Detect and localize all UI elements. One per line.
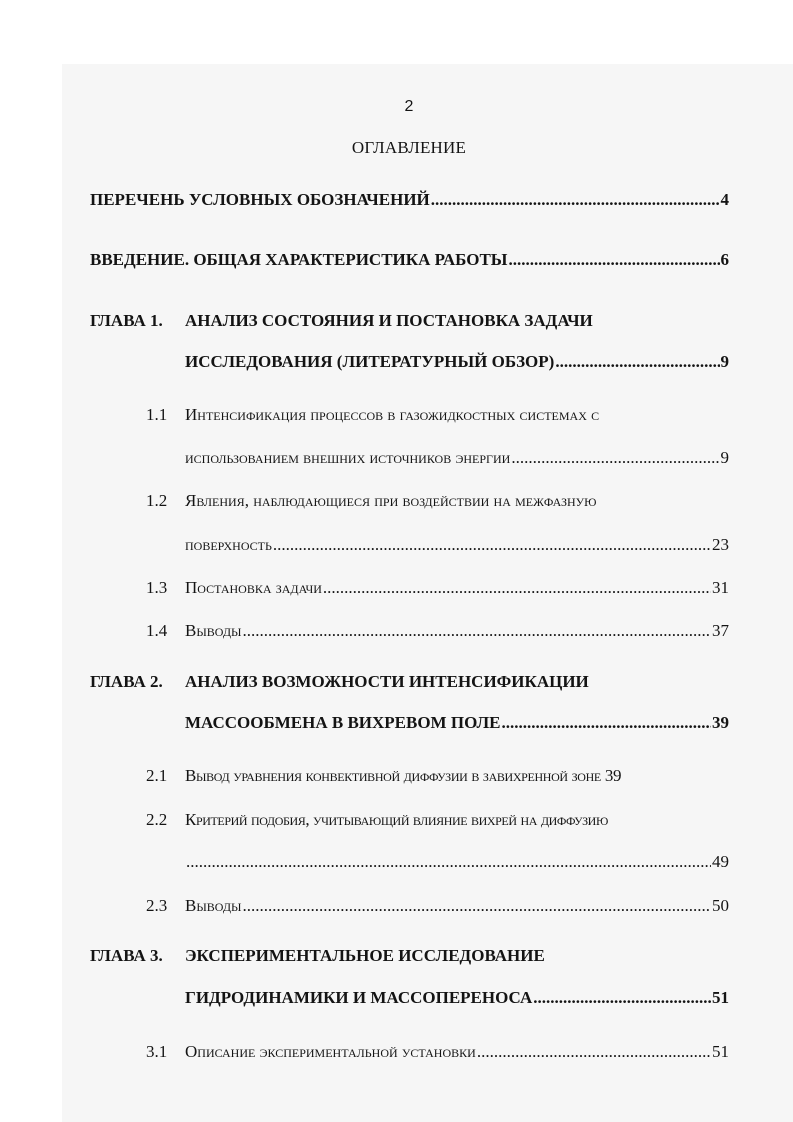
toc-entry-label: Вывод уравнения конвективной диффузии в завихренной зоне xyxy=(185,766,601,785)
toc-page-number: 39 xyxy=(712,713,729,732)
dot-leader xyxy=(243,621,711,641)
toc-entry-chapter-1[interactable] xyxy=(185,352,729,378)
section-number: 1.1 xyxy=(146,405,168,424)
dot-leader xyxy=(431,190,720,210)
toc-page-number: 6 xyxy=(720,250,729,269)
toc-page-number: 51 xyxy=(712,988,729,1007)
section-1-1-line2: использованием внешних источников энергии xyxy=(185,448,511,467)
toc-page-number: 49 xyxy=(712,852,729,871)
section-2-2-line1[interactable]: Критерий подобия, учитывающий влияние вихрей на диффузию xyxy=(185,810,608,829)
toc-page-number: 23 xyxy=(712,535,729,554)
section-1-2-line2: поверхность xyxy=(185,535,272,554)
dot-leader xyxy=(501,713,711,733)
chapter-1-title-line1[interactable]: АНАЛИЗ СОСТОЯНИЯ И ПОСТАНОВКА ЗАДАЧИ xyxy=(185,311,593,330)
toc-page-number: 9 xyxy=(720,448,729,467)
toc-page-number: 50 xyxy=(712,896,729,915)
chapter-1-title-line2: ИССЛЕДОВАНИЯ (ЛИТЕРАТУРНЫЙ ОБЗОР) xyxy=(185,352,555,371)
chapter-3-title-line2: ГИДРОДИНАМИКИ И МАССОПЕРЕНОСА xyxy=(185,988,533,1007)
dot-leader xyxy=(477,1042,711,1062)
page-number: 2 xyxy=(404,98,414,115)
section-1-2-line1[interactable]: Явления, наблюдающиеся при воздействии на межфазную xyxy=(185,491,597,510)
dot-leader xyxy=(533,988,711,1008)
toc-entry-label: Выводы xyxy=(185,621,242,640)
section-number: 1.2 xyxy=(146,491,168,510)
toc-entry-section-3-1[interactable] xyxy=(185,1042,729,1068)
toc-entry-section-1-4[interactable] xyxy=(185,621,729,647)
toc-entry-chapter-2[interactable] xyxy=(185,713,729,739)
dot-leader xyxy=(243,896,711,916)
section-number: 1.3 xyxy=(146,578,168,597)
section-number: 2.2 xyxy=(146,810,168,829)
toc-page-number: 51 xyxy=(712,1042,729,1061)
toc-page-number: 9 xyxy=(720,352,729,371)
toc-entry-section-1-3[interactable] xyxy=(185,578,729,604)
section-1-1-line1[interactable]: Интенсификация процессов в газожидкостных системах с xyxy=(185,405,600,424)
toc-title: ОГЛАВЛЕНИЕ xyxy=(351,138,467,157)
chapter-3-number: ГЛАВА 3. xyxy=(90,946,163,965)
toc-entry-section-2-2[interactable] xyxy=(185,852,729,878)
dot-leader xyxy=(273,535,711,555)
toc-entry-section-1-1[interactable] xyxy=(185,448,729,474)
toc-entry-label: Постановка задачи xyxy=(185,578,322,597)
dot-leader xyxy=(186,852,711,872)
section-number: 2.3 xyxy=(146,896,168,915)
chapter-2-title-line2: МАССООБМЕНА В ВИХРЕВОМ ПОЛЕ xyxy=(185,713,501,732)
dot-leader xyxy=(511,448,719,468)
chapter-1-number: ГЛАВА 1. xyxy=(90,311,163,330)
toc-entry-label: ВВЕДЕНИЕ. ОБЩАЯ ХАРАКТЕРИСТИКА РАБОТЫ xyxy=(90,250,508,269)
dot-leader xyxy=(323,578,711,598)
chapter-3-title-line1[interactable]: ЭКСПЕРИМЕНТАЛЬНОЕ ИССЛЕДОВАНИЕ xyxy=(185,946,545,965)
section-number: 1.4 xyxy=(146,621,168,640)
section-number: 2.1 xyxy=(146,766,168,785)
dot-leader xyxy=(555,352,719,372)
toc-entry-label: Описание экспериментальной установки xyxy=(185,1042,476,1061)
toc-page-number: 39 xyxy=(604,766,622,785)
toc-entry-section-1-2[interactable] xyxy=(185,535,729,561)
dot-leader xyxy=(508,250,719,270)
toc-entry-abbreviations[interactable] xyxy=(90,190,729,216)
toc-page-number: 4 xyxy=(720,190,729,209)
toc-entry-label: Выводы xyxy=(185,896,242,915)
section-number: 3.1 xyxy=(146,1042,168,1061)
chapter-2-number: ГЛАВА 2. xyxy=(90,672,163,691)
toc-entry-label: ПЕРЕЧЕНЬ УСЛОВНЫХ ОБОЗНАЧЕНИЙ xyxy=(90,190,430,209)
toc-entry-chapter-3[interactable] xyxy=(185,988,729,1014)
toc-entry-introduction[interactable] xyxy=(90,250,729,276)
toc-entry-section-2-1[interactable] xyxy=(185,766,621,786)
toc-page-number: 37 xyxy=(712,621,729,640)
chapter-2-title-line1[interactable]: АНАЛИЗ ВОЗМОЖНОСТИ ИНТЕНСИФИКАЦИИ xyxy=(185,672,589,691)
toc-entry-section-2-3[interactable] xyxy=(185,896,729,922)
toc-page-number: 31 xyxy=(712,578,729,597)
